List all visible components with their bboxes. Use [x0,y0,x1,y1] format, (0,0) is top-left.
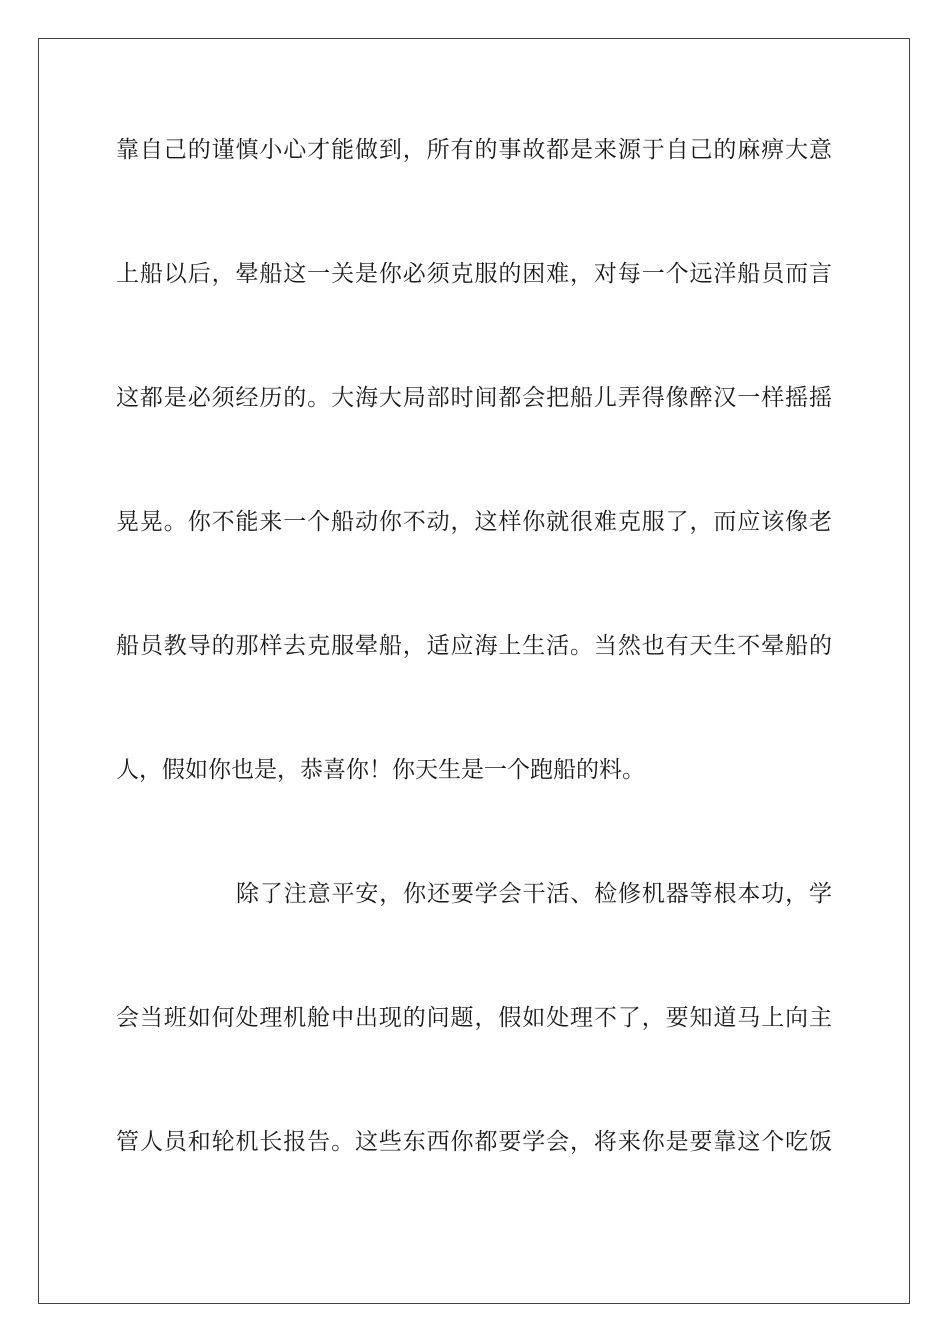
text-line: 靠自己的谨慎小心才能做到，所有的事故都是来源于自己的麻痹大意 [116,137,832,163]
text-line: 管人员和轮机长报告。这些东西你都要学会，将来你是要靠这个吃饭 [116,1129,832,1155]
page-border [38,38,910,1304]
paragraph-start-line: 除了注意平安，你还要学会干活、检修机器等根本功，学 [236,881,832,907]
text-line: 上船以后，晕船这一关是你必须克服的困难，对每一个远洋船员而言 [116,261,832,287]
text-line: 船员教导的那样去克服晕船，适应海上生活。当然也有天生不晕船的 [116,633,832,659]
text-line: 晃晃。你不能来一个船动你不动，这样你就很难克服了，而应该像老 [116,509,832,535]
text-line: 这都是必须经历的。大海大局部时间都会把船儿弄得像醉汉一样摇摇 [116,385,832,411]
text-line: 会当班如何处理机舱中出现的问题，假如处理不了，要知道马上向主 [116,1005,832,1031]
text-line: 人，假如你也是，恭喜你！你天生是一个跑船的料。 [116,757,645,783]
